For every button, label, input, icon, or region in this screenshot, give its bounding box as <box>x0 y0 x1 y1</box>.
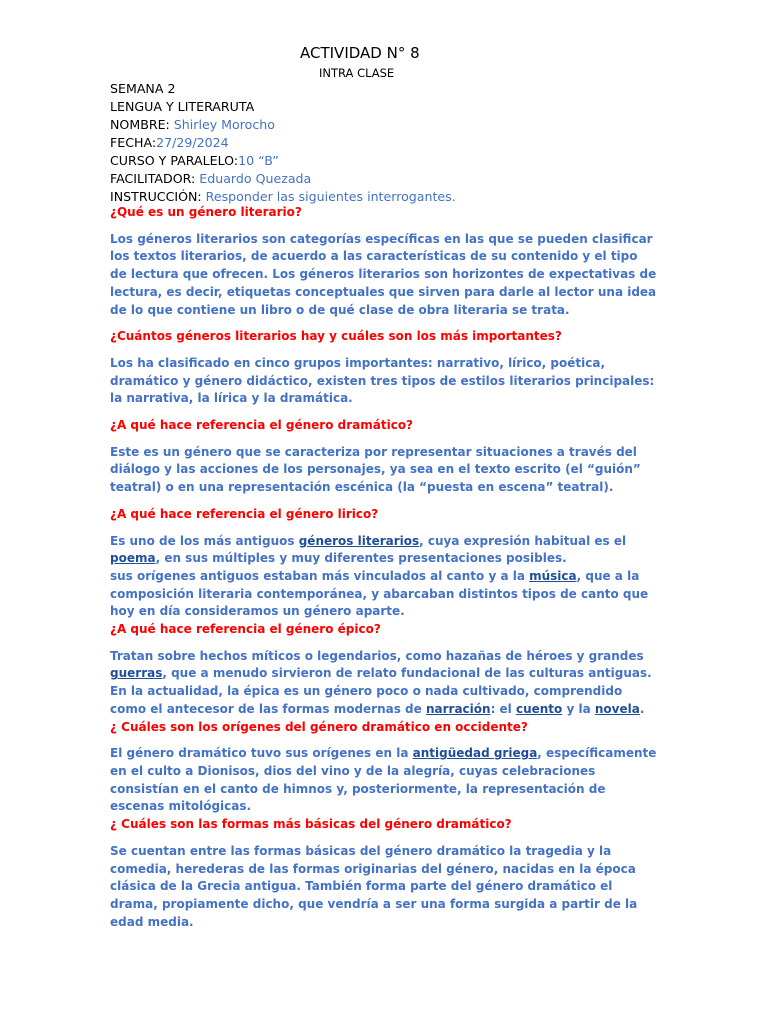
link-narracion[interactable]: narración <box>425 701 491 716</box>
name-value: Shirley Morocho <box>173 117 275 132</box>
course-line <box>110 152 456 170</box>
question-7: ¿ Cuáles son las formas más básicas del género dramático? <box>110 817 512 832</box>
course-label: CURSO Y PARALELO: <box>110 153 239 168</box>
link-generos-literarios[interactable]: géneros literarios <box>298 533 420 548</box>
answer-5-text: , que a menudo sirvieron de relato fundacional de las culturas antiguas. En la actualidad, la épica es un género poco o nada cultivado, comprendido como el antecesor de las formas modernas de <box>110 666 652 716</box>
answer-6 <box>110 745 658 816</box>
question-4: ¿A qué hace referencia el género lirico? <box>110 506 379 521</box>
answer-4-text: , cuya expresión habitual es el <box>419 533 627 548</box>
instruction-value: Responder las siguientes interrogantes. <box>205 189 456 204</box>
date-value: 27/29/2024 <box>156 135 229 150</box>
question-1: ¿Qué es un género literario? <box>110 205 302 219</box>
answer-5-text: y la <box>562 701 595 716</box>
link-musica[interactable]: música <box>529 568 577 583</box>
link-poema[interactable]: poema <box>110 551 156 566</box>
question-5: ¿A qué hace referencia el género épico? <box>110 622 381 637</box>
answer-3: Este es un género que se caracteriza por representar situaciones a través del diálogo y las acciones de los personajes, ya sea en el texto escrito (el “guión” teatral) o en una representación escénica (la “puesta en escena” teatral). <box>110 444 641 495</box>
answer-6-text: , específicamente en el culto a Dionisos, dios del vino y de la alegría, cuyas celebraciones consistían en el canto de himnos y, posteriormente, la representación de escenas mitológicas. <box>110 746 657 814</box>
document-title: ACTIVIDAD N° 8 <box>300 44 420 62</box>
question-2: ¿Cuántos géneros literarios hay y cuáles son los más importantes? <box>110 329 562 344</box>
answer-5-text: : el <box>490 701 516 716</box>
link-antiguedad-griega[interactable]: antigüedad griega <box>412 746 538 761</box>
link-guerras[interactable]: guerras <box>110 666 163 681</box>
answer-6-text: El género dramático tuvo sus orígenes en la <box>110 746 413 761</box>
questions-answers <box>110 204 658 931</box>
facilitator-line <box>110 170 456 188</box>
facilitator-value: Eduardo Quezada <box>199 171 312 186</box>
answer-4-text: , en sus múltiples y muy diferentes presentaciones posibles. <box>155 551 567 566</box>
name-line <box>110 116 456 134</box>
answer-5 <box>110 648 658 719</box>
week-line: SEMANA 2 <box>110 81 176 96</box>
answer-4-text: Es uno de los más antiguos <box>110 533 299 548</box>
answer-5-text: . <box>639 701 645 716</box>
answer-1: Los géneros literarios son categorías específicas en las que se pueden clasificar los textos literarios, de acuerdo a las características de su contenido y el tipo de lectura que ofrecen. Los géneros literarios son horizontes de expectativas de lectura, es decir, etiquetas conceptuales que sirven para darle al lector una idea de lo que contiene un libro o de qué clase de obra literaria se trata. <box>110 231 657 317</box>
subject-line: LENGUA Y LITERARUTA <box>110 99 255 114</box>
question-6: ¿ Cuáles son los orígenes del género dramático en occidente? <box>110 719 528 734</box>
document-subtitle: INTRA CLASE <box>319 66 395 80</box>
answer-4 <box>110 533 658 622</box>
answer-4-text: , que a la composición literaria contemporánea, y abarcaban distintos tipos de canto que hoy en día consideramos un género aparte. <box>110 568 649 619</box>
name-label: NOMBRE: <box>110 117 174 132</box>
question-3: ¿A qué hace referencia el género dramático? <box>110 418 414 433</box>
facilitator-label: FACILITADOR: <box>110 171 200 186</box>
link-cuento[interactable]: cuento <box>515 701 563 716</box>
answer-5-text: Tratan sobre hechos míticos o legendarios, como hazañas de héroes y grandes <box>110 648 644 663</box>
answer-4-text: sus orígenes antiguos estaban más vinculados al canto y a la <box>110 568 530 583</box>
answer-2: Los ha clasificado en cinco grupos importantes: narrativo, lírico, poética, dramático y género didáctico, existen tres tipos de estilos literarios principales: la narrativa, la lírica y la dramática. <box>110 355 655 406</box>
course-value: 10 “B” <box>238 153 279 168</box>
instruction-label: INSTRUCCIÓN: <box>110 189 206 204</box>
date-line <box>110 134 456 152</box>
date-label: FECHA: <box>110 135 157 150</box>
answer-7: Se cuentan entre las formas básicas del género dramático la tragedia y la comedia, herederas de las formas originarias del género, nacidas en la época clásica de la Grecia antigua. También forma parte del género dramático el drama, propiamente dicho, que vendría a ser una forma surgida a partir de la edad media. <box>110 843 638 929</box>
link-novela[interactable]: novela <box>594 701 640 716</box>
document-header <box>110 80 456 206</box>
